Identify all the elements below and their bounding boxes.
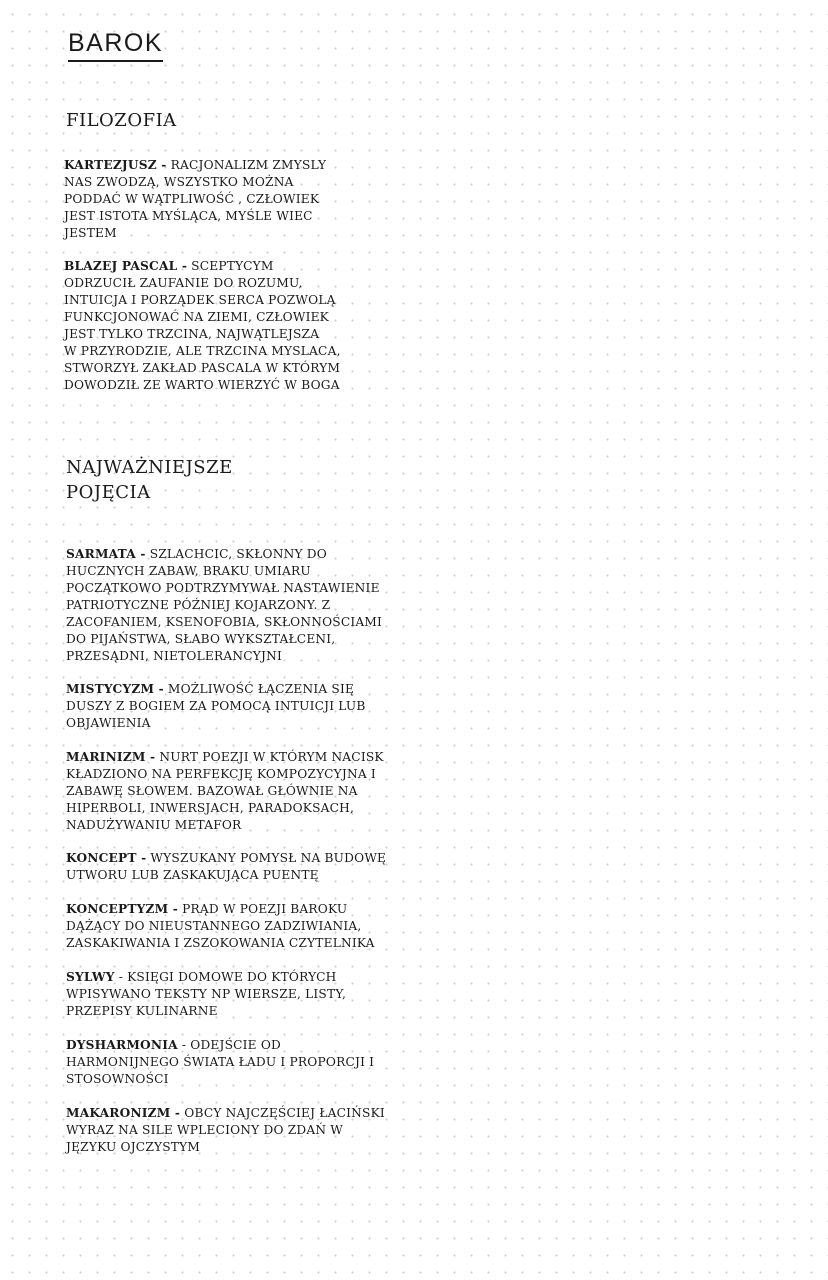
entry-term: BLAZEJ PASCAL - [64,259,188,273]
entry-text: RACJONALIZM ZMYSLY NAS ZWODZĄ, WSZYSTKO MOŻNA PODDAĆ W WĄTPLIWOŚĆ , CZŁOWIEK JEST ISTOTA MYŚLĄCA, MYŚLE WIEC JESTEM [64,158,327,240]
entry-dysharmonia [66,1037,374,1088]
entry-konceptyzm [66,901,375,952]
entry-mistycyzm [66,681,366,732]
entry-blazej-pascal [64,258,341,394]
entry-marinizm [66,749,384,834]
entry-text: SCEPTYCYM ODRZUCIŁ ZAUFANIE DO ROZUMU, INTUICJA I PORZĄDEK SERCA POZWOLĄ FUNKCJONOWAĆ NA ZIEMI, CZŁOWIEK JEST TYLKO TRZCINA, NAJWĄTLEJSZA W PRZYRODZIE, ALE TRZCINA MYSLACA, STWORZYŁ ZAKŁAD PASCALA W KTÓRYM DOWODZIŁ ZE WARTO WIERZYĆ W BOGA [64,259,341,392]
entry-text: MOŻLIWOŚĆ ŁĄCZENIA SIĘ DUSZY Z BOGIEM ZA POMOCĄ INTUICJI LUB OBJAWIENIA [66,682,366,730]
entry-term: SYLWY [66,970,115,984]
entry-makaronizm [66,1105,385,1156]
entry-text: PRĄD W POEZJI BAROKU DĄŻĄCY DO NIEUSTANNEGO ZADZIWIANIA, ZASKAKIWANIA I ZSZOKOWANIA CZYTELNIKA [66,902,375,950]
entry-text: OBCY NAJCZĘŚCIEJ ŁACIŃSKI WYRAZ NA SILE WPLECIONY DO ZDAŃ W JĘZYKU OJCZYSTYM [66,1106,385,1154]
entry-kartezjusz [64,157,326,242]
entry-text: SZLACHCIC, SKŁONNY DO HUCZNYCH ZABAW, BRAKU UMIARU POCZĄTKOWO PODTRZYMYWAŁ NASTAWIENIE PATRIOTYCZNE PÓŹNIEJ KOJARZONY. Z ZACOFANIEM, KSENOFOBIA, SKŁONNOŚCIAMI DO PIJAŃSTWA, SŁABO WYKSZTAŁCENI, PRZESĄDNI, NIETOLERANCYJNI [66,547,383,663]
entry-koncept [66,850,386,884]
entry-term: MAKARONIZM - [66,1106,181,1120]
entry-text: NURT POEZJI W KTÓRYM NACISK KŁADZIONO NA PERFEKCJĘ KOMPOZYCYJNA I ZABAWĘ SŁOWEM. BAZOWAŁ GŁÓWNIE NA HIPERBOLI, INWERSJACH, PARADOKSACH, NADUŻYWANIU METAFOR [66,750,384,832]
entry-term: MARINIZM - [66,750,156,764]
section-heading-filozofia: FILOZOFIA [66,110,177,131]
entry-sarmata [66,546,382,665]
entry-text: - ODEJŚCIE OD HARMONIJNEGO ŚWIATA ŁADU I PROPORCJI I STOSOWNOŚCI [66,1038,375,1086]
entry-term: KARTEZJUSZ - [64,158,167,172]
section-heading-pojecia: NAJWAŻNIEJSZE POJĘCIA [66,457,233,503]
entry-term: KONCEPTYZM - [66,902,179,916]
entry-sylwy [66,969,346,1020]
page-title: BAROK [68,28,163,62]
entry-term: KONCEPT - [66,851,147,865]
entry-text: - KSIĘGI DOMOWE DO KTÓRYCH WPISYWANO TEKSTY NP WIERSZE, LISTY, PRZEPISY KULINARNE [66,970,347,1018]
entry-term: SARMATA - [66,547,146,561]
entry-term: MISTYCYZM - [66,682,164,696]
entry-term: DYSHARMONIA [66,1038,178,1052]
entry-text: WYSZUKANY POMYSŁ NA BUDOWĘ UTWORU LUB ZASKAKUJĄCA PUENTĘ [66,851,387,882]
